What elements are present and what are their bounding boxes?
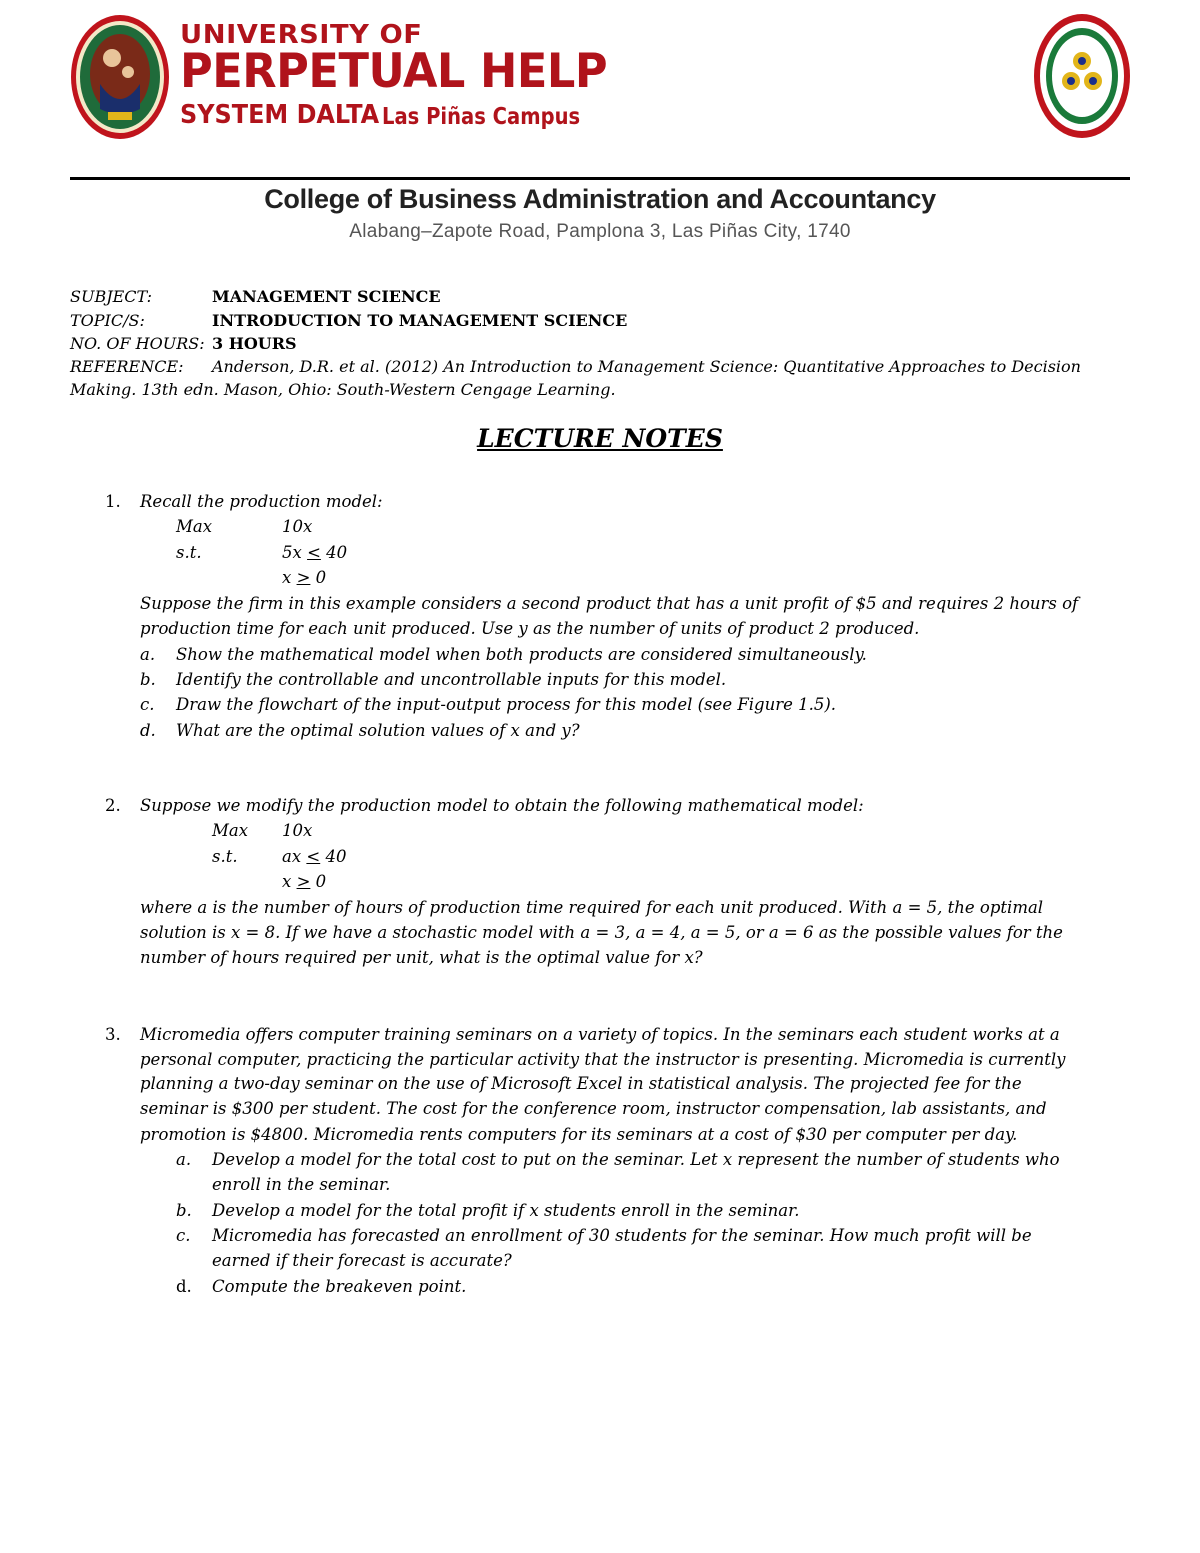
q2-intro: Suppose we modify the production model to obtain the following mathematical model: xyxy=(140,796,864,815)
q3-item-letter: c. xyxy=(176,1226,191,1245)
subject-label: SUBJECT: xyxy=(70,287,153,306)
q1-item-letter: d. xyxy=(140,721,156,740)
reference-line2: Making. 13th edn. Mason, Ohio: South-Western Cengage Learning. xyxy=(70,380,616,399)
campus-name: Las Piñas Campus xyxy=(382,104,581,130)
university-wordmark xyxy=(180,20,608,140)
header-divider xyxy=(70,177,1130,180)
hours-value: 3 HOURS xyxy=(212,334,297,353)
q2-paragraph-line1: where a is the number of hours of production time required for each unit produced. With a = 5, the optimal xyxy=(140,898,1044,917)
q1-item-letter: b. xyxy=(140,670,156,689)
q3-item-letter: d. xyxy=(176,1277,192,1296)
hours-label: NO. OF HOURS: xyxy=(70,334,205,353)
q3-item-text: Micromedia has forecasted an enrollment of 30 students for the seminar. How much profit will be xyxy=(212,1226,1032,1245)
q2-paragraph-line3: number of hours required per unit, what is the optimal value for x? xyxy=(140,948,703,967)
q2-max-label: Max xyxy=(212,821,249,840)
q3-paragraph-line5: promotion is $4800. Micromedia rents computers for its seminars at a cost of $30 per computer per day. xyxy=(140,1125,1018,1144)
q3-number: 3. xyxy=(105,1025,121,1044)
q1-item-text: What are the optimal solution values of x and y? xyxy=(176,721,580,740)
q1-constraint-2: x > 0 xyxy=(282,568,327,587)
q2-paragraph-line2: solution is x = 8. If we have a stochastic model with a = 3, a = 4, a = 5, or a = 6 as the possible values for the xyxy=(140,923,1063,942)
q2-constraint-2: x > 0 xyxy=(282,872,327,891)
reference-line1: Anderson, D.R. et al. (2012) An Introduction to Management Science: Quantitative Approaches to Decision xyxy=(212,357,1081,376)
q1-item-text: Identify the controllable and uncontrollable inputs for this model. xyxy=(176,670,727,689)
college-seal-logo xyxy=(1033,13,1131,139)
q3-item-text: earned if their forecast is accurate? xyxy=(212,1251,512,1270)
q3-item-text: Compute the breakeven point. xyxy=(212,1277,467,1296)
topic-value: INTRODUCTION TO MANAGEMENT SCIENCE xyxy=(212,311,628,330)
q1-paragraph-line2: production time for each unit produced. Use y as the number of units of product 2 produced. xyxy=(140,619,920,638)
q1-item-text: Draw the flowchart of the input-output process for this model (see Figure 1.5). xyxy=(176,695,837,714)
q3-item-letter: b. xyxy=(176,1201,192,1220)
q3-item-text: Develop a model for the total cost to put on the seminar. Let x represent the number of students who xyxy=(212,1150,1060,1169)
q1-paragraph-line1: Suppose the firm in this example considers a second product that has a unit profit of $5 and requires 2 hours of xyxy=(140,594,1079,613)
college-address: Alabang–Zapote Road, Pamplona 3, Las Piñas City, 1740 xyxy=(349,221,851,242)
q3-paragraph-line3: planning a two-day seminar on the use of Microsoft Excel in statistical analysis. The projected fee for the xyxy=(140,1074,1022,1093)
q3-item-text: enroll in the seminar. xyxy=(212,1175,391,1194)
q1-st-label: s.t. xyxy=(176,543,202,562)
q1-item-letter: a. xyxy=(140,645,156,664)
q1-constraint-1: 5x < 40 xyxy=(282,543,348,562)
q2-objective: 10x xyxy=(282,821,313,840)
q2-st-label: s.t. xyxy=(212,847,238,866)
q1-max-label: Max xyxy=(176,517,213,536)
lecture-notes-title: LECTURE NOTES xyxy=(477,424,723,453)
subject-value: MANAGEMENT SCIENCE xyxy=(212,287,441,306)
q3-paragraph-line2: personal computer, practicing the particular activity that the instructor is presenting. Micromedia is currently xyxy=(140,1050,1066,1069)
university-name-line2: PERPETUAL HELP xyxy=(180,44,608,99)
university-name-line3: SYSTEM DALTA xyxy=(180,100,380,130)
q1-item-letter: c. xyxy=(140,695,155,714)
q1-intro: Recall the production model: xyxy=(140,492,383,511)
q2-constraint-1: ax < 40 xyxy=(282,847,347,866)
q3-paragraph-line4: seminar is $300 per student. The cost for the conference room, instructor compensation, lab assistants, and xyxy=(140,1099,1047,1118)
university-name-line1: UNIVERSITY OF xyxy=(180,20,423,50)
reference-row xyxy=(70,357,1081,376)
q3-item-letter: a. xyxy=(176,1150,192,1169)
q1-item-text: Show the mathematical model when both products are considered simultaneously. xyxy=(176,645,867,664)
topic-label: TOPIC/S: xyxy=(70,311,145,330)
q2-number: 2. xyxy=(105,796,121,815)
q1-number: 1. xyxy=(105,492,121,511)
q3-paragraph-line1: Micromedia offers computer training seminars on a variety of topics. In the seminars each student works at a xyxy=(140,1025,1060,1044)
reference-label: REFERENCE: xyxy=(70,357,184,376)
university-seal-logo xyxy=(70,14,170,140)
college-name: College of Business Administration and Accountancy xyxy=(264,184,936,214)
q3-item-text: Develop a model for the total profit if x students enroll in the seminar. xyxy=(212,1201,800,1220)
q1-objective: 10x xyxy=(282,517,313,536)
